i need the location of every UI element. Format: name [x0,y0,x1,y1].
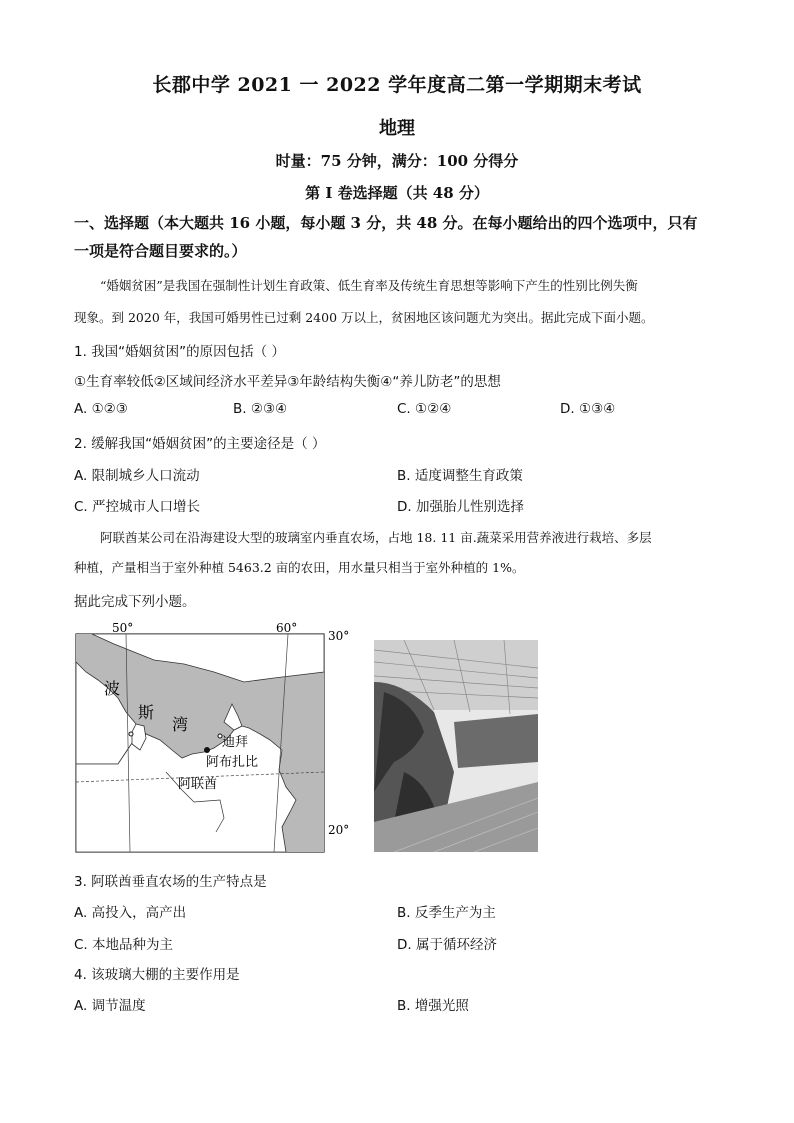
question-2-option-b[interactable]: B. 适度调整生育政策 [397,468,523,484]
passage2-line3: 据此完成下列小题。 [74,594,196,610]
question-1-option-c[interactable]: C. ①②④ [397,401,452,417]
question-1-factors: ①生育率较低②区域间经济水平差异③年龄结构失衡④“养儿防老”的思想 [74,374,501,390]
section-instructions-line1: 一、选择题（本大题共 16 小题，每小题 3 分，共 48 分。在每小题给出的四个选项中，只有 [74,214,698,232]
abu-dhabi-marker [204,747,210,753]
passage1-line2: 现象。到 2020 年，我国可婚男性已过剩 2400 万以上，贫困地区该问题尤为突出。据此完成下面小题。 [74,310,654,325]
uae-label: 阿联酋 [178,777,218,792]
question-2-option-c[interactable]: C. 严控城市人口增长 [74,499,201,515]
question-1-option-b[interactable]: B. ②③④ [233,401,288,417]
si-label: 斯 [138,703,155,722]
bo-label: 波 [104,679,121,698]
lat-30-label: 30° [328,629,350,643]
wan-label: 湾 [172,715,189,734]
passage2-line1: 阿联酋某公司在沿海建设大型的玻璃室内垂直农场，占地 18. 11 亩.蔬菜采用营养液进行栽培、多层 [100,530,652,545]
volume-heading: 第 I 卷选择题（共 48 分） [305,184,489,202]
question-3-option-b[interactable]: B. 反季生产为主 [397,905,496,921]
dubai-label: 迪拜 [222,735,249,750]
question-1-option-d[interactable]: D. ①③④ [560,401,616,417]
question-1-option-a[interactable]: A. ①②③ [74,401,128,417]
vertical-farm-photo [374,640,538,852]
question-3-option-a[interactable]: A. 高投入，高产出 [74,905,187,921]
section-instructions-line2: 一项是符合题目要求的。） [74,242,247,260]
question-3-stem: 3. 阿联酋垂直农场的生产特点是 [74,874,267,890]
question-4-stem: 4. 该玻璃大棚的主要作用是 [74,967,240,983]
lon-50-label: 50° [112,622,134,635]
exam-title: 长郡中学 2021 一 2022 学年度高二第一学期期末考试 [152,74,642,96]
lon-60-label: 60° [276,622,298,635]
question-4-option-a[interactable]: A. 调节温度 [74,998,146,1014]
uae-map-figure [74,622,538,854]
exam-timing: 时量：75 分钟，满分：100 分得分 [275,152,519,170]
subject-title: 地理 [379,118,415,139]
passage2-line2: 种植，产量相当于室外种植 5463.2 亩的农田，用水量只相当于室外种植的 1%。 [74,560,525,575]
question-2-option-a[interactable]: A. 限制城乡人口流动 [74,468,200,484]
question-1-stem: 1. 我国“婚姻贫困”的原因包括（ ） [74,344,285,360]
question-3-option-c[interactable]: C. 本地品种为主 [74,937,174,953]
question-3-option-d[interactable]: D. 属于循环经济 [397,937,497,953]
lat-20-label: 20° [328,823,350,837]
question-2-option-d[interactable]: D. 加强胎儿性别选择 [397,499,524,515]
question-4-option-b[interactable]: B. 增强光照 [397,998,469,1014]
plant-rack-right [454,714,538,768]
abu-dhabi-label: 阿布扎比 [206,755,259,770]
question-2-stem: 2. 缓解我国“婚姻贫困”的主要途径是（ ） [74,436,326,452]
doha-marker [129,732,133,736]
passage1-line1: “婚姻贫困”是我国在强制性计划生育政策、低生育率及传统生育思想等影响下产生的性别比例失衡 [100,278,638,293]
